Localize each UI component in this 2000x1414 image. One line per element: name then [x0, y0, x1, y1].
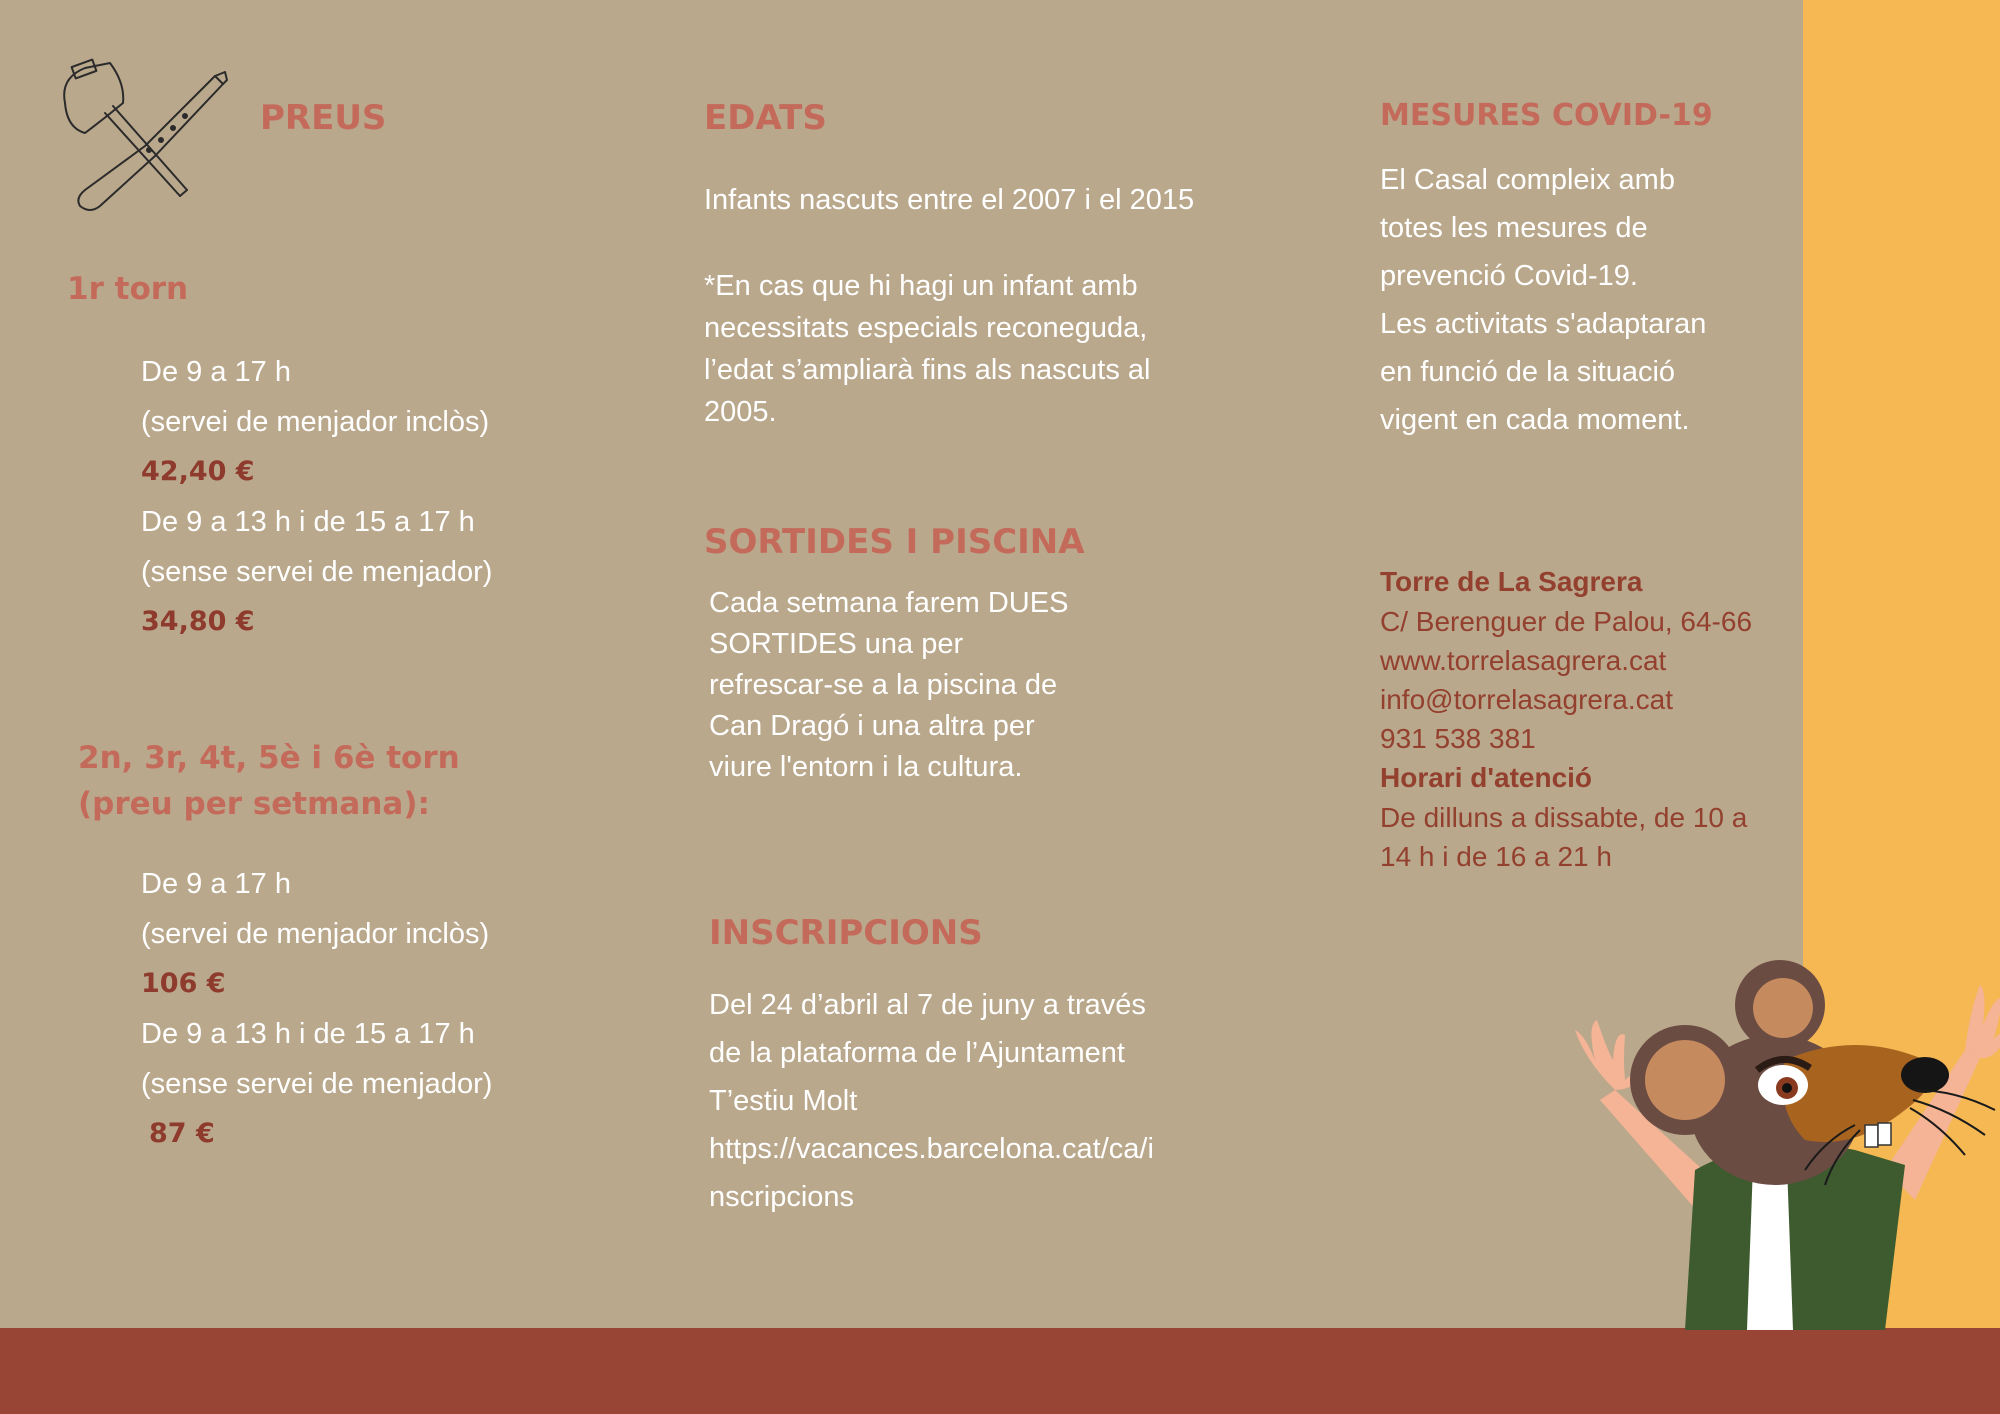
inscripcions-title: INSCRIPCIONS: [709, 913, 983, 953]
edats-title: EDATS: [704, 98, 827, 138]
contact-block: [1380, 562, 1752, 876]
hours-title: Horari d'atenció: [1380, 762, 1593, 793]
hours-line-1: De dilluns a dissabte, de 10 a: [1380, 802, 1748, 833]
contact-web-link[interactable]: www.torrelasagrera.cat: [1380, 645, 1667, 676]
torn2-line-4: (sense servei de menjador): [141, 1068, 493, 1100]
torn1-price-2: 34,80 €: [141, 606, 255, 637]
torn1-price-1: 42,40 €: [141, 456, 255, 487]
mouse-mascot-illustration: [1525, 940, 2000, 1330]
contact-phone: 931 538 381: [1380, 723, 1536, 754]
sortides-line-2: SORTIDES una per: [709, 628, 964, 660]
hammer-and-flute-icon: [55, 58, 230, 218]
footer-band: [0, 1328, 2000, 1414]
torn1-title: 1r torn: [67, 271, 189, 307]
torn2-title-line-1: 2n, 3r, 4t, 5è i 6è torn: [78, 740, 460, 776]
sortides-title: SORTIDES I PISCINA: [704, 522, 1085, 562]
inscripcions-line-2: de la plataforma de l’Ajuntament: [709, 1037, 1125, 1069]
sortides-line-4: Can Dragó i una altra per: [709, 710, 1035, 742]
torn2-price-1: 106 €: [141, 968, 226, 999]
torn2-line-2: (servei de menjador inclòs): [141, 918, 490, 950]
inscripcions-link-part-1[interactable]: https://vacances.barcelona.cat/ca/i: [709, 1133, 1154, 1165]
preus-title: PREUS: [260, 98, 387, 138]
contact-name: Torre de La Sagrera: [1380, 566, 1643, 597]
edats-note-line-3: l’edat s’ampliarà fins als nascuts al: [704, 354, 1151, 386]
sortides-text: [709, 583, 1068, 788]
torn2-line-1: De 9 a 17 h: [141, 868, 291, 900]
torn2-title-line-2: (preu per setmana):: [78, 786, 430, 822]
covid-line-3: prevenció Covid-19.: [1380, 260, 1638, 292]
covid-line-2: totes les mesures de: [1380, 212, 1648, 244]
covid-line-4: Les activitats s'adaptaran: [1380, 308, 1707, 340]
inscripcions-line-3: T’estiu Molt: [709, 1085, 858, 1117]
sortides-line-3: refrescar-se a la piscina de: [709, 669, 1058, 701]
torn2-line-3: De 9 a 13 h i de 15 a 17 h: [141, 1018, 475, 1050]
torn2-prices: [141, 859, 492, 1159]
edats-text: Infants nascuts entre el 2007 i el 2015: [704, 184, 1195, 216]
sortides-line-1: Cada setmana farem DUES: [709, 587, 1069, 619]
torn2-price-2: 87 €: [149, 1118, 215, 1149]
torn1-line-1: De 9 a 17 h: [141, 356, 291, 388]
inscripcions-line-1: Del 24 d’abril al 7 de juny a través: [709, 989, 1146, 1021]
torn1-line-2: (servei de menjador inclòs): [141, 406, 490, 438]
hours-line-2: 14 h i de 16 a 21 h: [1380, 841, 1612, 872]
sortides-line-5: viure l'entorn i la cultura.: [709, 751, 1023, 783]
contact-email-link[interactable]: info@torrelasagrera.cat: [1380, 684, 1674, 715]
torn1-prices: [141, 347, 492, 647]
covid-line-1: El Casal compleix amb: [1380, 164, 1675, 196]
covid-title: MESURES COVID-19: [1380, 98, 1713, 133]
covid-line-5: en funció de la situació: [1380, 356, 1676, 388]
edats-note: [704, 265, 1150, 433]
inscripcions-link-part-2[interactable]: nscripcions: [709, 1181, 855, 1213]
torn1-line-4: (sense servei de menjador): [141, 556, 493, 588]
covid-line-6: vigent en cada moment.: [1380, 404, 1690, 436]
inscripcions-text: [709, 981, 1154, 1221]
torn2-title: [78, 735, 460, 827]
torn1-line-3: De 9 a 13 h i de 15 a 17 h: [141, 506, 475, 538]
edats-note-line-4: 2005.: [704, 396, 777, 428]
edats-note-line-1: *En cas que hi hagi un infant amb: [704, 270, 1138, 302]
contact-address: C/ Berenguer de Palou, 64-66: [1380, 606, 1753, 637]
edats-note-line-2: necessitats especials reconeguda,: [704, 312, 1148, 344]
covid-text: [1380, 156, 1706, 444]
